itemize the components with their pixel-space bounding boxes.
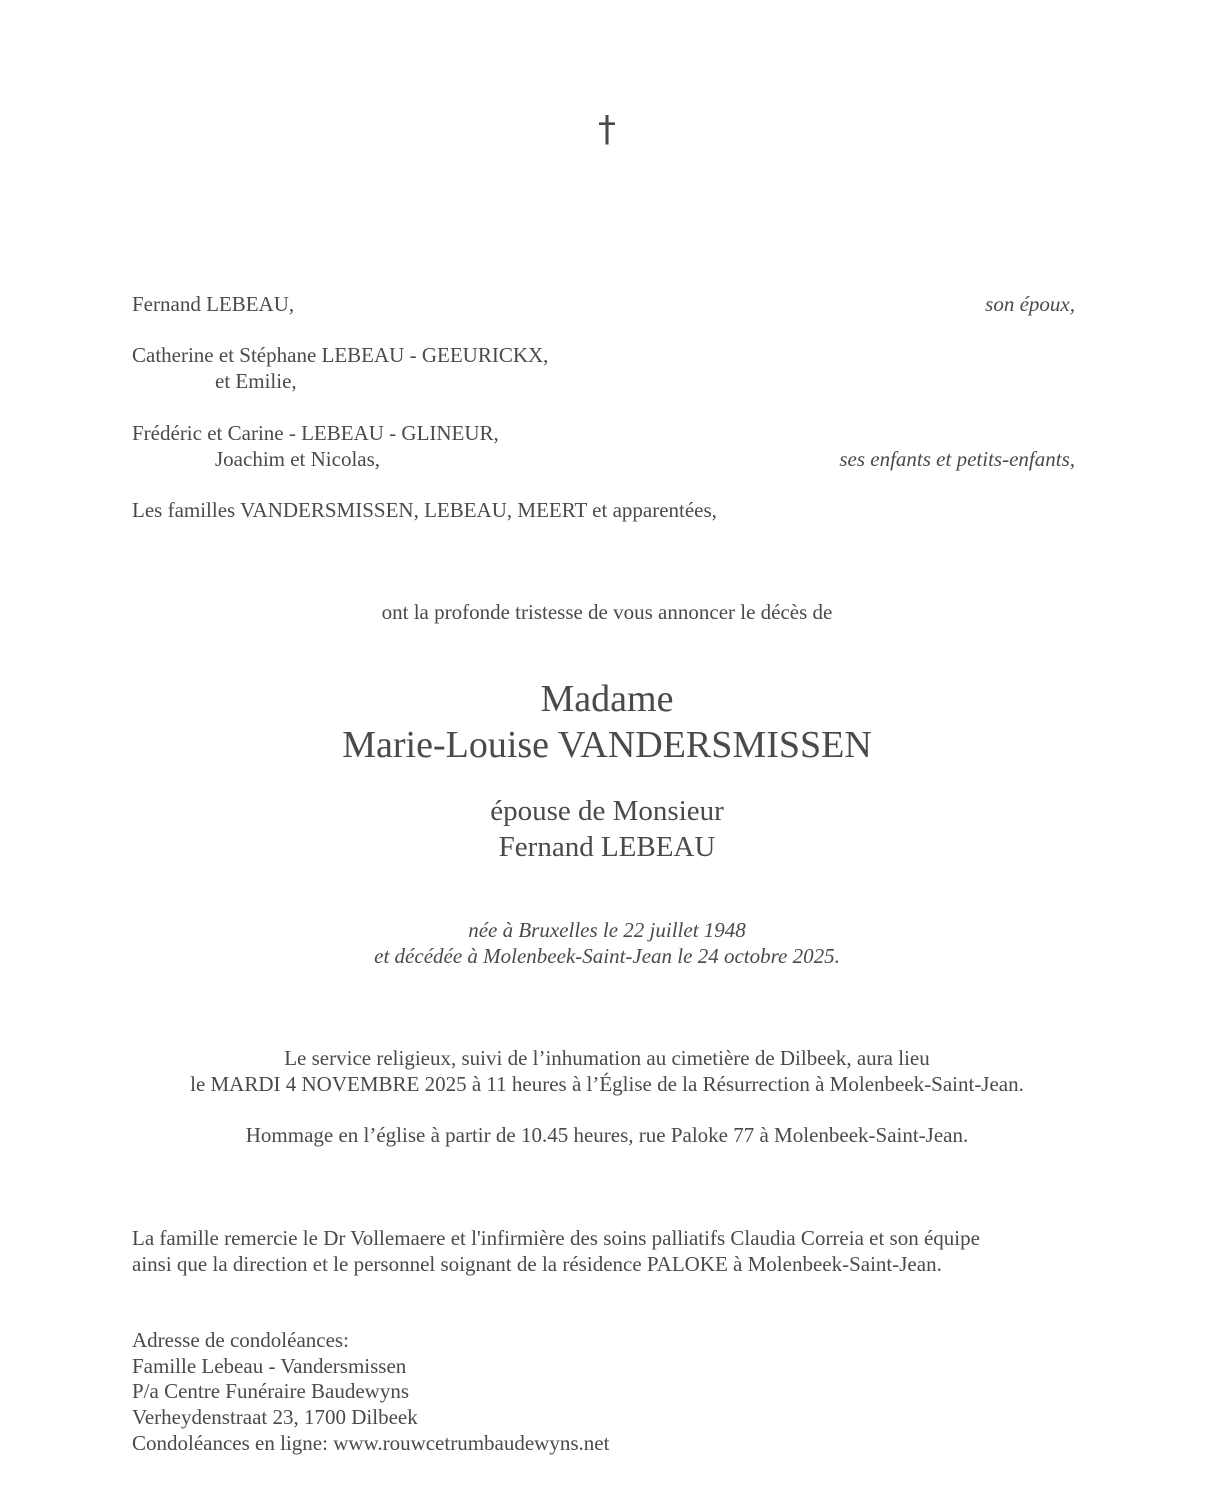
service-line1: Le service religieux, suivi de l’inhumation au cimetière de Dilbeek, aura lieu <box>284 1046 930 1070</box>
service-line2: le MARDI 4 NOVEMBRE 2025 à 11 heures à l’Église de la Résurrection à Molenbeek-Saint-Jean. <box>190 1072 1024 1096</box>
deceased-title: Madame <box>540 678 674 720</box>
announcement: ont la profonde tristesse de vous annoncer le décès de <box>381 600 833 624</box>
birth-line: née à Bruxelles le 22 juillet 1948 <box>468 918 746 942</box>
cross-icon: † <box>598 109 616 150</box>
deceased-name: Marie-Louise VANDERSMISSEN <box>342 724 872 766</box>
condolences-line1: Famille Lebeau - Vandersmissen <box>132 1354 407 1378</box>
condolences-website: Condoléances en ligne: www.rouwcetrumbaudewyns.net <box>132 1431 610 1455</box>
death-line: et décédée à Molenbeek-Saint-Jean le 24 octobre 2025. <box>374 944 840 968</box>
child2-grandchildren: Joachim et Nicolas, <box>215 447 381 471</box>
spouse-name: Fernand LEBEAU, <box>132 292 295 316</box>
child2-name: Frédéric et Carine - LEBEAU - GLINEUR, <box>132 421 499 445</box>
spouse-line2: Fernand LEBEAU <box>498 831 716 863</box>
thanks-line2: ainsi que la direction et le personnel soignant de la résidence PALOKE à Molenbeek-Saint-Jean. <box>132 1252 942 1276</box>
child1-grandchildren: et Emilie, <box>215 369 297 393</box>
condolences-heading: Adresse de condoléances: <box>132 1328 349 1352</box>
thanks-line1: La famille remercie le Dr Vollemaere et l'infirmière des soins palliatifs Claudia Correia et son équipe <box>132 1226 980 1250</box>
child1-name: Catherine et Stéphane LEBEAU - GEEURICKX, <box>132 343 549 367</box>
spouse-role: son époux, <box>985 292 1075 316</box>
condolences-line3: Verheydenstraat 23, 1700 Dilbeek <box>132 1405 418 1429</box>
tribute-line: Hommage en l’église à partir de 10.45 heures, rue Paloke 77 à Molenbeek-Saint-Jean. <box>245 1123 969 1147</box>
children-role: ses enfants et petits-enfants, <box>839 447 1075 471</box>
condolences-line2: P/a Centre Funéraire Baudewyns <box>132 1379 410 1403</box>
families-line: Les familles VANDERSMISSEN, LEBEAU, MEERT et apparentées, <box>132 498 717 522</box>
spouse-line1: épouse de Monsieur <box>490 795 724 827</box>
